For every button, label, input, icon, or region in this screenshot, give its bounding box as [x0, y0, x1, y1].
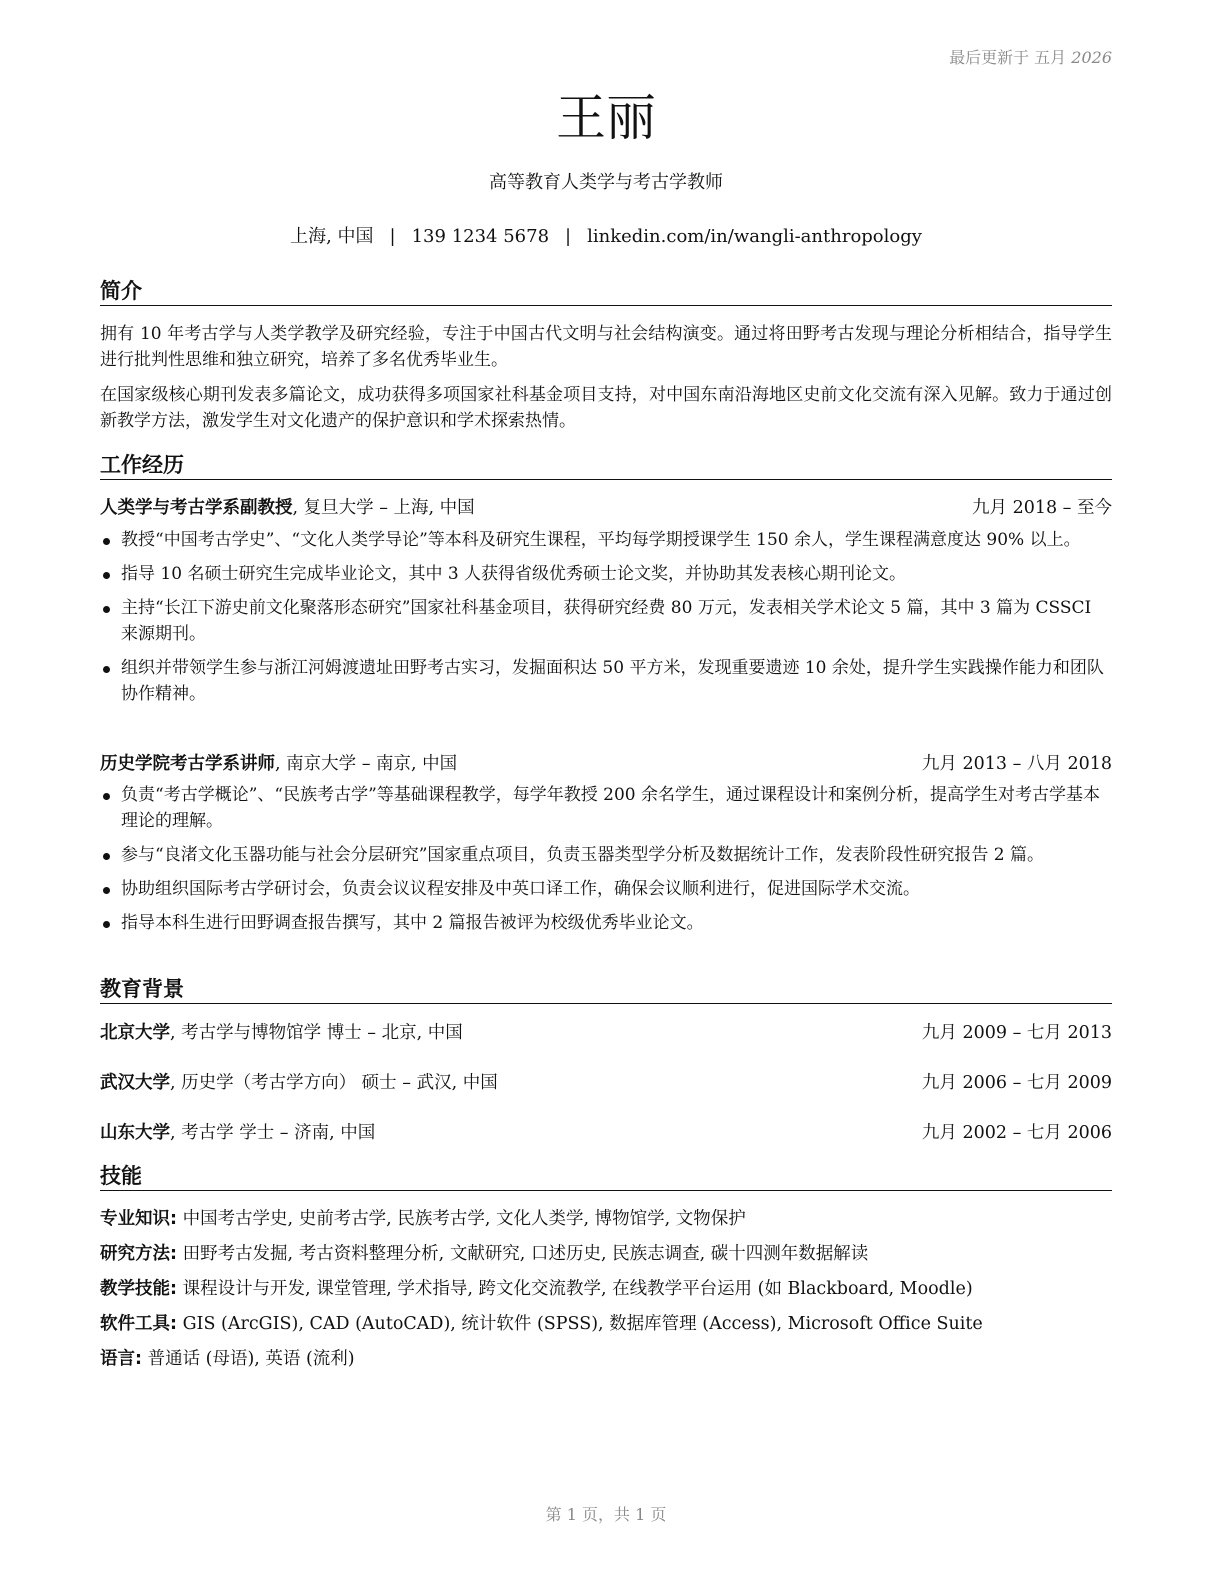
last-updated-year: 2026	[1071, 48, 1112, 67]
summary-paragraph: 拥有 10 年考古学与人类学教学及研究经验，专注于中国古代文明与社会结构演变。通过将田野考古发现与理论分析相结合，指导学生进行批判性思维和独立研究，培养了多名优秀毕业生。	[100, 324, 1112, 370]
job-entry	[100, 496, 1112, 520]
skill-value: 课程设计与开发, 课堂管理, 学术指导, 跨文化交流教学, 在线教学平台运用 (如 Blackboard, Moodle)	[177, 1279, 973, 1299]
skill-label: 软件工具:	[100, 1314, 177, 1334]
job-bullets	[100, 527, 1112, 707]
job-detail: , 南京大学 – 南京, 中国	[275, 754, 458, 774]
skill-value: 田野考古发掘, 考古资料整理分析, 文献研究, 口述历史, 民族志调查, 碳十四测年数据解读	[177, 1244, 869, 1264]
job-title: 历史学院考古学系讲师	[100, 754, 275, 774]
education-school: 武汉大学	[100, 1073, 170, 1093]
education-school: 山东大学	[100, 1123, 170, 1143]
job-bullet: 指导 10 名硕士研究生完成毕业论文，其中 3 人获得省级优秀硕士论文奖，并协助其发表核心期刊论文。	[100, 561, 1112, 587]
skill-label: 研究方法:	[100, 1244, 177, 1264]
contact-line	[100, 225, 1112, 249]
section-heading-experience: 工作经历	[100, 451, 1112, 480]
education-dates: 九月 2009 – 七月 2013	[921, 1023, 1112, 1043]
skill-row	[100, 1207, 1112, 1231]
education-entry	[100, 1021, 1112, 1045]
education-dates: 九月 2006 – 七月 2009	[921, 1073, 1112, 1093]
job-dates: 九月 2013 – 八月 2018	[921, 754, 1112, 774]
skill-value: 中国考古学史, 史前考古学, 民族考古学, 文化人类学, 博物馆学, 文物保护	[177, 1209, 746, 1229]
contact-linkedin-link[interactable]: linkedin.com/in/wangli-anthropology	[587, 226, 922, 247]
job-bullet: 协助组织国际考古学研讨会，负责会议议程安排及中英口译工作，确保会议顺利进行，促进国际学术交流。	[100, 876, 1112, 902]
skill-row	[100, 1312, 1112, 1336]
summary-paragraph: 在国家级核心期刊发表多篇论文，成功获得多项国家社科基金项目支持，对中国东南沿海地区史前文化交流有深入见解。致力于通过创新教学方法，激发学生对文化遗产的保护意识和学术探索热情。	[100, 385, 1112, 431]
education-detail: , 考古学与博物馆学 博士 – 北京, 中国	[170, 1023, 463, 1043]
job-detail: , 复旦大学 – 上海, 中国	[292, 498, 475, 518]
job-title: 人类学与考古学系副教授	[100, 498, 293, 518]
skill-label: 语言:	[100, 1349, 142, 1369]
skill-row	[100, 1277, 1112, 1301]
job-bullet: 参与“良渚文化玉器功能与社会分层研究”国家重点项目，负责玉器类型学分析及数据统计工作，发表阶段性研究报告 2 篇。	[100, 842, 1112, 868]
contact-phone[interactable]: 139 1234 5678	[411, 226, 550, 247]
job-dates: 九月 2018 – 至今	[972, 498, 1112, 518]
skill-row	[100, 1347, 1112, 1371]
resume-page	[100, 0, 1112, 1584]
page-number: 第 1 页，共 1 页	[545, 1505, 667, 1524]
job-bullet: 主持“长江下游史前文化聚落形态研究”国家社科基金项目，获得研究经费 80 万元，发表相关学术论文 5 篇，其中 3 篇为 CSSCI 来源期刊。	[100, 595, 1112, 647]
job-bullet: 指导本科生进行田野调查报告撰写，其中 2 篇报告被评为校级优秀毕业论文。	[100, 910, 1112, 936]
job-bullet: 负责“考古学概论”、“民族考古学”等基础课程教学，每学年教授 200 余名学生，通过课程设计和案例分析，提高学生对考古学基本理论的理解。	[100, 782, 1112, 834]
contact-location: 上海, 中国	[290, 226, 374, 247]
skill-label: 教学技能:	[100, 1279, 177, 1299]
education-detail: , 历史学（考古学方向） 硕士 – 武汉, 中国	[170, 1073, 498, 1093]
education-entry	[100, 1121, 1112, 1145]
job-subtitle: 高等教育人类学与考古学教师	[489, 172, 723, 193]
section-heading-skills: 技能	[100, 1162, 1112, 1191]
section-heading-summary: 简介	[100, 277, 1112, 306]
skill-label: 专业知识:	[100, 1209, 177, 1229]
skill-value: GIS (ArcGIS), CAD (AutoCAD), 统计软件 (SPSS), 数据库管理 (Access), Microsoft Office Suite	[177, 1314, 983, 1334]
last-updated-label: 最后更新于 五月	[949, 48, 1067, 67]
education-entry	[100, 1071, 1112, 1095]
job-bullet: 组织并带领学生参与浙江河姆渡遗址田野考古实习，发掘面积达 50 平方米，发现重要遗迹 10 余处，提升学生实践操作能力和团队协作精神。	[100, 655, 1112, 707]
job-entry	[100, 752, 1112, 776]
education-detail: , 考古学 学士 – 济南, 中国	[170, 1123, 376, 1143]
contact-separator: |	[565, 226, 572, 247]
education-school: 北京大学	[100, 1023, 170, 1043]
person-name: 王丽	[556, 89, 656, 147]
skill-row	[100, 1242, 1112, 1266]
education-dates: 九月 2002 – 七月 2006	[921, 1123, 1112, 1143]
section-heading-education: 教育背景	[100, 975, 1112, 1004]
contact-separator: |	[389, 226, 396, 247]
last-updated	[949, 45, 1112, 68]
skill-value: 普通话 (母语), 英语 (流利)	[142, 1349, 355, 1369]
job-bullets	[100, 782, 1112, 936]
job-bullet: 教授“中国考古学史”、“文化人类学导论”等本科及研究生课程，平均每学期授课学生 150 余人，学生课程满意度达 90% 以上。	[100, 527, 1112, 553]
